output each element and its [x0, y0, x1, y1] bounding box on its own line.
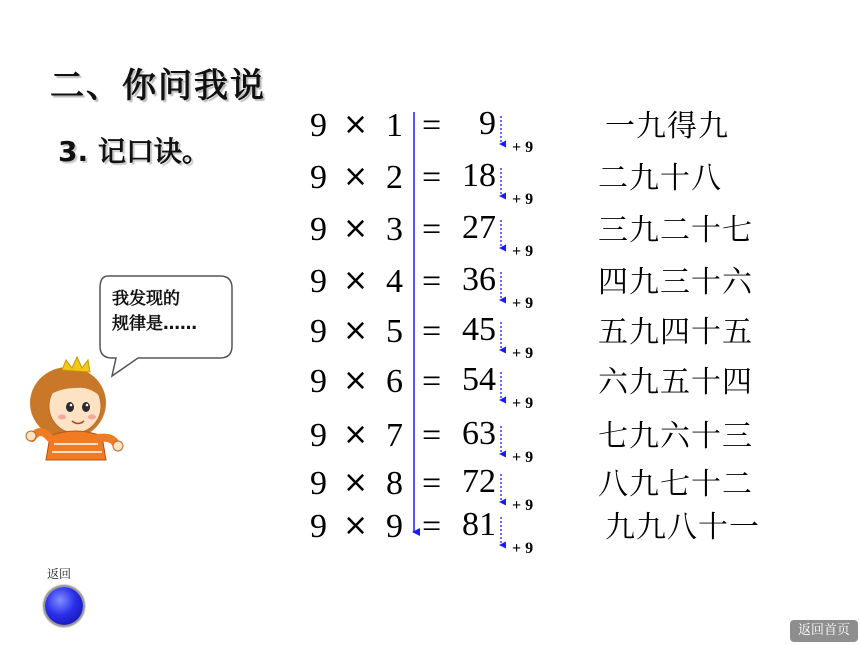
row-7-rhyme: 七九六十三 [598, 419, 753, 454]
row-8-times-sign: × [343, 465, 369, 500]
row-3-equals: = [422, 211, 442, 248]
row-7-multiplicand: 9 [310, 417, 327, 454]
row-9-multiplicand: 9 [310, 508, 327, 545]
crown-icon [62, 357, 90, 372]
row-4-equals: = [422, 263, 442, 300]
bubble-line-2: 规律是…… [112, 314, 197, 334]
row-3-multiplier: 3 [386, 211, 403, 248]
row-6-multiplicand: 9 [310, 363, 327, 400]
row-4-times-sign: × [343, 263, 369, 298]
row-1-plus-nine: + 9 [512, 139, 534, 156]
row-1-product: 9 [479, 105, 496, 142]
row-2-multiplier: 2 [386, 159, 403, 196]
row-1-multiplicand: 9 [310, 107, 327, 144]
row-9-equals: = [422, 508, 442, 545]
row-2-multiplicand: 9 [310, 159, 327, 196]
section-subtitle: 3. 记口诀。 [58, 135, 210, 168]
row-5-multiplicand: 9 [310, 313, 327, 350]
row-9-multiplier: 9 [386, 508, 403, 545]
row-3-multiplicand: 9 [310, 211, 327, 248]
row-2-rhyme: 二九十八 [598, 161, 722, 196]
row-6-rhyme: 六九五十四 [598, 365, 753, 400]
row-2-plus-nine: + 9 [512, 191, 534, 208]
row-8-product: 72 [462, 463, 496, 500]
row-5-product: 45 [462, 311, 496, 348]
row-5-times-sign: × [343, 313, 369, 348]
row-9-times-sign: × [343, 508, 369, 543]
row-1-times-sign: × [343, 107, 369, 142]
row-2-product: 18 [462, 157, 496, 194]
row-8-equals: = [422, 465, 442, 502]
row-9-product: 81 [462, 506, 496, 543]
row-4-multiplier: 4 [386, 263, 403, 300]
row-8-plus-nine: + 9 [512, 497, 534, 514]
row-5-multiplier: 5 [386, 313, 403, 350]
row-3-product: 27 [462, 209, 496, 246]
back-label: 返回 [47, 567, 72, 581]
row-7-plus-nine: + 9 [512, 449, 534, 466]
row-3-times-sign: × [343, 211, 369, 246]
row-7-product: 63 [462, 415, 496, 452]
row-4-plus-nine: + 9 [512, 295, 534, 312]
row-3-plus-nine: + 9 [512, 243, 534, 260]
row-3-rhyme: 三九二十七 [598, 213, 753, 248]
row-8-multiplicand: 9 [310, 465, 327, 502]
row-4-rhyme: 四九三十六 [598, 265, 753, 300]
row-6-product: 54 [462, 361, 496, 398]
row-9-rhyme: 九九八十一 [605, 510, 760, 545]
row-5-plus-nine: + 9 [512, 345, 534, 362]
row-1-multiplier: 1 [386, 107, 403, 144]
row-7-multiplier: 7 [386, 417, 403, 454]
row-8-multiplier: 8 [386, 465, 403, 502]
row-6-times-sign: × [343, 363, 369, 398]
row-4-product: 36 [462, 261, 496, 298]
bubble-line-1: 我发现的 [112, 289, 180, 309]
row-2-times-sign: × [343, 159, 369, 194]
row-2-equals: = [422, 159, 442, 196]
home-button[interactable]: 返回首页 [790, 620, 858, 642]
row-1-rhyme: 一九得九 [605, 109, 729, 144]
row-6-plus-nine: + 9 [512, 395, 534, 412]
row-6-equals: = [422, 363, 442, 400]
row-8-rhyme: 八九七十二 [598, 467, 753, 502]
back-button[interactable] [45, 587, 83, 625]
row-5-rhyme: 五九四十五 [598, 315, 753, 350]
row-7-times-sign: × [343, 417, 369, 452]
row-7-equals: = [422, 417, 442, 454]
row-9-plus-nine: + 9 [512, 540, 534, 557]
page-title: 二、你问我说 [50, 66, 266, 106]
row-1-equals: = [422, 107, 442, 144]
row-4-multiplicand: 9 [310, 263, 327, 300]
row-6-multiplier: 6 [386, 363, 403, 400]
speech-bubble-text [112, 287, 222, 337]
row-5-equals: = [422, 313, 442, 350]
